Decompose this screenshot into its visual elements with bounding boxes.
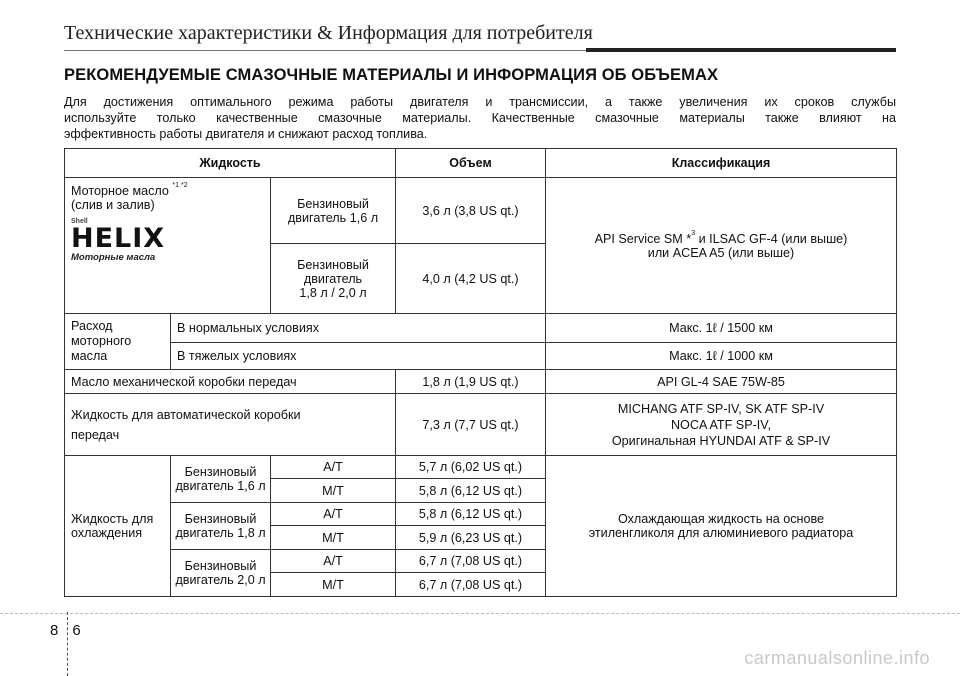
coolant-at: A/T: [271, 550, 396, 573]
table-row: [65, 314, 897, 343]
engine-18-20-volume: 4,0 л (4,2 US qt.): [396, 244, 546, 314]
coolant-engine-text: двигатель 1,8 л: [175, 526, 266, 540]
manual-class: API GL-4 SAE 75W-85: [546, 370, 897, 394]
class-text: или ACEA A5 (или выше): [647, 245, 795, 260]
table-row: [65, 343, 897, 370]
automatic-label: [65, 394, 396, 456]
coolant-at: A/T: [271, 456, 396, 479]
coolant-volume: 5,8 л (6,12 US qt.): [396, 503, 546, 526]
engine-oil-label: Моторное масло: [71, 184, 169, 198]
logo-sub-text: Моторные масла: [71, 252, 156, 263]
engine-text: 1,8 л / 2,0 л: [299, 285, 367, 300]
coolant-mt: M/T: [271, 573, 396, 597]
class-sup: 3: [691, 229, 696, 237]
intro-line: эффективность работы двигателя и снижают расход топлива.: [64, 127, 428, 141]
consumption-text: моторного: [71, 334, 132, 348]
coolant-engine-text: Бензиновый: [184, 465, 257, 479]
coolant-volume: 5,8 л (6,12 US qt.): [396, 479, 546, 503]
header-title: Технические характеристики & Информация для потребителя: [64, 22, 593, 44]
coolant-at: A/T: [271, 503, 396, 526]
coolant-engine-text: Бензиновый: [184, 512, 257, 526]
table-row: [65, 456, 897, 479]
automatic-class-text: MICHANG ATF SP-IV, SK ATF SP-IV: [617, 401, 825, 416]
shell-helix-logo: [71, 218, 264, 263]
page-number-digit: 6: [72, 622, 81, 639]
table-header-row: [65, 149, 897, 178]
engine-18-20-cell: [271, 244, 396, 314]
intro-line: используйте только качественные смазочные материалы. Качественные смазочные материалы также влияют на: [64, 111, 896, 125]
manual-volume: 1,8 л (1,9 US qt.): [396, 370, 546, 394]
coolant-mt: M/T: [271, 479, 396, 503]
table-row: [65, 370, 897, 394]
coolant-engine-text: двигатель 2,0 л: [175, 573, 266, 587]
table-row: [65, 178, 897, 244]
automatic-text: передач: [71, 427, 120, 442]
automatic-class-text: NOCA ATF SP-IV,: [670, 417, 772, 432]
engine-text: Бензиновый: [297, 257, 369, 272]
automatic-text: Жидкость для автоматической коробки: [71, 407, 301, 422]
coolant-mt: M/T: [271, 526, 396, 550]
col-header-volume: Объем: [396, 149, 546, 178]
footer-divider: [0, 613, 960, 614]
coolant-text: охлаждения: [71, 526, 143, 540]
logo-helix-text: HELIX: [71, 223, 166, 254]
watermark: carmanualsonline.info: [744, 648, 930, 668]
coolant-class-text: этиленгликоля для алюминиевого радиатора: [588, 526, 854, 540]
consumption-text: Расход: [71, 319, 113, 333]
logo-shell-text: Shell: [71, 218, 88, 225]
engine-text: двигатель: [303, 271, 363, 286]
intro-line: Для достижения оптимального режима работы двигателя и трансмиссии, а также увеличения их сроков службы: [64, 95, 896, 109]
coolant-class-text: Охлаждающая жидкость на основе: [617, 512, 825, 526]
page-number: [50, 622, 95, 639]
engine-16-cell: Бензиновый двигатель 1,6 л: [271, 178, 396, 244]
coolant-engine-20: [171, 550, 271, 597]
coolant-volume: 5,7 л (6,02 US qt.): [396, 456, 546, 479]
page-number-digit: 8: [50, 622, 59, 639]
lubricants-table: [64, 148, 897, 597]
coolant-class: [546, 456, 897, 597]
header-bar: [586, 48, 896, 52]
coolant-engine-text: двигатель 1,6 л: [175, 479, 266, 493]
engine-oil-class: [546, 178, 897, 314]
page-header: [64, 22, 896, 56]
consumption-heavy-value: Макс. 1ℓ / 1000 км: [546, 343, 897, 370]
class-text: API Service SM *: [594, 231, 692, 246]
consumption-label: [65, 314, 171, 370]
automatic-class-text: Оригинальная HYUNDAI ATF & SP-IV: [611, 433, 831, 448]
coolant-volume: 5,9 л (6,23 US qt.): [396, 526, 546, 550]
coolant-text: Жидкость для: [71, 512, 154, 526]
intro-paragraph: [64, 94, 896, 142]
consumption-text: масла: [71, 349, 108, 363]
engine-oil-sup: *1 *2: [172, 182, 188, 189]
col-header-fluid: Жидкость: [65, 149, 396, 178]
coolant-label: [65, 456, 171, 597]
coolant-volume: 6,7 л (7,08 US qt.): [396, 573, 546, 597]
table-row: [65, 394, 897, 456]
coolant-engine-18: [171, 503, 271, 550]
consumption-normal-value: Макс. 1ℓ / 1500 км: [546, 314, 897, 343]
class-text: и ILSAC GF-4 (или выше): [695, 231, 848, 246]
coolant-volume: 6,7 л (7,08 US qt.): [396, 550, 546, 573]
manual-label: Масло механической коробки передач: [65, 370, 396, 394]
coolant-engine-text: Бензиновый: [184, 559, 257, 573]
col-header-class: Классификация: [546, 149, 897, 178]
consumption-normal: В нормальных условиях: [171, 314, 546, 343]
coolant-engine-16: [171, 456, 271, 503]
consumption-heavy: В тяжелых условиях: [171, 343, 546, 370]
automatic-class: [546, 394, 897, 456]
engine-oil-sublabel: (слив и залив): [71, 198, 155, 212]
engine-oil-cell: [65, 178, 271, 314]
section-title: РЕКОМЕНДУЕМЫЕ СМАЗОЧНЫЕ МАТЕРИАЛЫ И ИНФОРМАЦИЯ ОБ ОБЪЕМАХ: [64, 66, 719, 84]
automatic-volume: 7,3 л (7,7 US qt.): [396, 394, 546, 456]
engine-16-volume: 3,6 л (3,8 US qt.): [396, 178, 546, 244]
